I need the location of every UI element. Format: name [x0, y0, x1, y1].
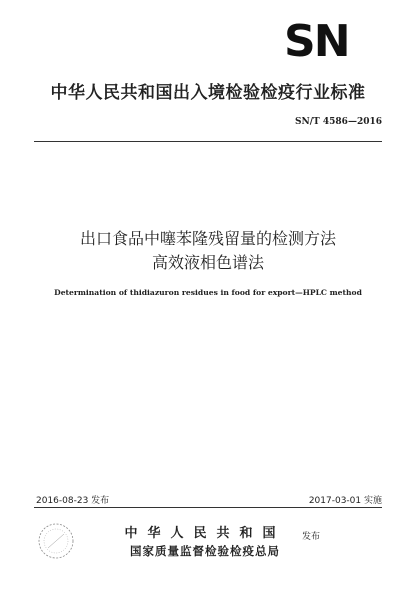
standard-organization-title: 中华人民共和国出入境检验检疫行业标准 [50, 83, 366, 103]
standard-code: SN/T 4586—2016 [295, 117, 382, 127]
issuer-agency: 国家质量监督检验检疫总局 [130, 544, 280, 558]
issuer-country: 中华人民共和国 [124, 526, 286, 541]
seal-stamp-icon [36, 520, 76, 562]
publish-label: 发布 [302, 532, 321, 542]
sn-logo [284, 16, 384, 60]
title-cn-line2: 高效液相色谱法 [151, 253, 264, 272]
issue-date: 2016-08-23 发布 [36, 496, 110, 506]
top-divider [34, 141, 382, 142]
sn-logo-text: SN [284, 16, 349, 60]
implementation-date: 2017-03-01 实施 [308, 496, 382, 506]
title-cn-line1: 出口食品中噻苯隆残留量的检测方法 [79, 229, 336, 248]
title-en: Determination of thidiazuron residues in food for export—HPLC method [54, 288, 362, 297]
bottom-divider [34, 507, 382, 508]
issuing-authority [110, 522, 300, 559]
